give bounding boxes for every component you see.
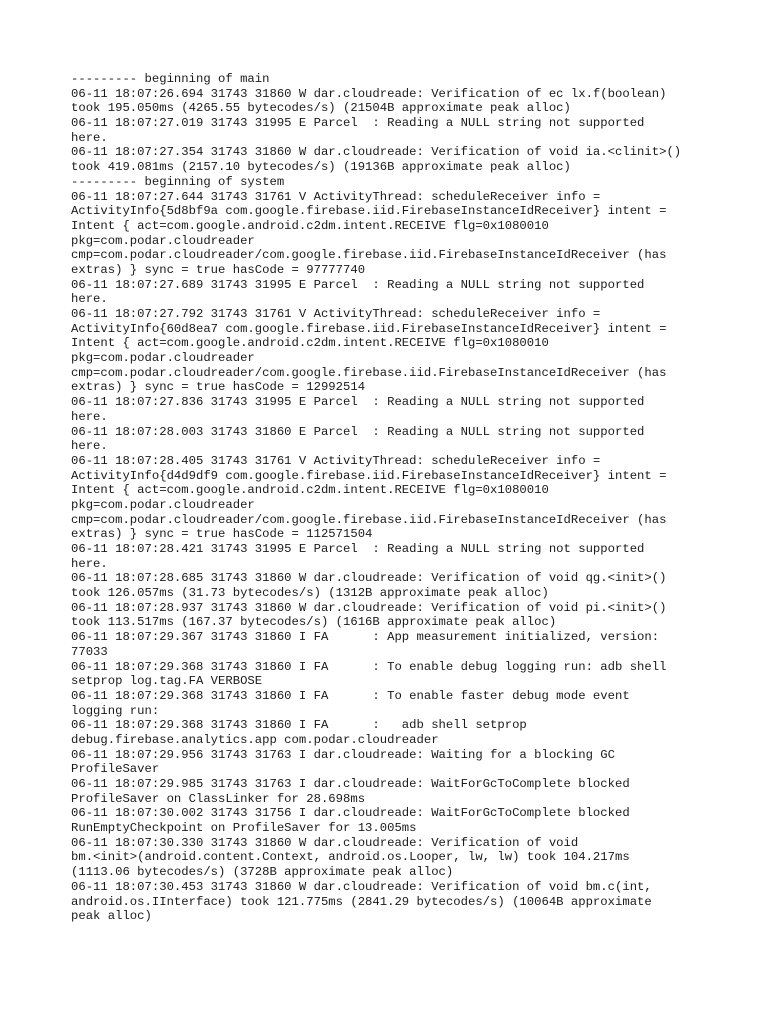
log-line: 06-11 18:07:28.421 31743 31995 E Parcel : Reading a NULL string not supported (71, 542, 645, 556)
log-line: 06-11 18:07:28.937 31743 31860 W dar.cloudreade: Verification of void pi.<init>() (71, 600, 667, 615)
log-line: 06-11 18:07:27.354 31743 31860 W dar.cloudreade: Verification of void ia.<clinit>() (71, 145, 682, 160)
log-line: here. (71, 439, 108, 454)
log-line: Intent { act=com.google.android.c2dm.intent.RECEIVE flg=0x1080010 (71, 483, 549, 498)
log-line: 06-11 18:07:30.453 31743 31860 W dar.cloudreade: Verification of void bm.c(int, (71, 879, 652, 894)
log-line: pkg=com.podar.cloudreader (71, 497, 255, 512)
log-line: 06-11 18:07:29.985 31743 31763 I dar.cloudreade: WaitForGcToComplete blocked (71, 777, 630, 791)
log-line: 06-11 18:07:28.685 31743 31860 W dar.cloudreade: Verification of void qg.<init>() (71, 571, 667, 586)
log-line: bm.<init>(android.content.Context, android.os.Looper, lw, lw) took 104.217ms (71, 850, 630, 865)
log-line: 06-11 18:07:28.003 31743 31860 E Parcel : Reading a NULL string not supported (71, 424, 645, 439)
log-line: ActivityInfo{d4d9df9 com.google.firebase.iid.FirebaseInstanceIdReceiver} intent = (71, 468, 667, 483)
log-line: ActivityInfo{60d8ea7 com.google.firebase.iid.FirebaseInstanceIdReceiver} intent = (71, 321, 667, 336)
log-line: pkg=com.podar.cloudreader (71, 351, 255, 366)
log-line: 06-11 18:07:27.019 31743 31995 E Parcel : Reading a NULL string not supported (71, 116, 645, 131)
log-line: ProfileSaver (71, 762, 160, 777)
log-line: took 419.081ms (2157.10 bytecodes/s) (19136B approximate peak alloc) (71, 160, 571, 175)
log-line: here. (71, 556, 108, 571)
log-line: 06-11 18:07:29.368 31743 31860 I FA : To enable debug logging run: adb shell (71, 659, 667, 674)
log-line: debug.firebase.analytics.app com.podar.cloudreader (71, 732, 439, 747)
log-line: pkg=com.podar.cloudreader (71, 233, 255, 248)
log-line: 06-11 18:07:29.368 31743 31860 I FA : adb shell setprop (71, 718, 527, 733)
log-line: Intent { act=com.google.android.c2dm.intent.RECEIVE flg=0x1080010 (71, 336, 549, 351)
log-line: --------- beginning of system (71, 174, 285, 189)
log-line: extras) } sync = true hasCode = 97777740 (71, 262, 366, 277)
log-line: 06-11 18:07:30.330 31743 31860 W dar.cloudreade: Verification of void (71, 835, 579, 850)
log-line: 06-11 18:07:28.405 31743 31761 V ActivityThread: scheduleReceiver info = (71, 453, 601, 468)
log-line: Intent { act=com.google.android.c2dm.intent.RECEIVE flg=0x1080010 (71, 218, 549, 233)
log-line: took 195.050ms (4265.55 bytecodes/s) (21504B approximate peak alloc) (71, 101, 571, 116)
log-line: setprop log.tag.FA VERBOSE (71, 674, 263, 689)
log-line: extras) } sync = true hasCode = 12992514 (71, 380, 366, 395)
log-line: 06-11 18:07:27.644 31743 31761 V ActivityThread: scheduleReceiver info = (71, 189, 601, 204)
log-line: RunEmptyCheckpoint on ProfileSaver for 13.005ms (71, 821, 417, 836)
log-line: (1113.06 bytecodes/s) (3728B approximate peak alloc) (71, 865, 454, 880)
log-line: 06-11 18:07:29.368 31743 31860 I FA : To enable faster debug mode event (71, 688, 630, 703)
log-text (71, 72, 711, 924)
log-line: 06-11 18:07:27.836 31743 31995 E Parcel : Reading a NULL string not supported (71, 395, 645, 410)
log-line: 77033 (71, 644, 108, 659)
log-line: extras) } sync = true hasCode = 112571504 (71, 527, 373, 542)
log-line: ProfileSaver on ClassLinker for 28.698ms (71, 791, 366, 806)
log-line: 06-11 18:07:26.694 31743 31860 W dar.cloudreade: Verification of ec lx.f(boolean) (71, 86, 667, 101)
log-line: --------- beginning of main (71, 72, 270, 86)
log-line: here. (71, 130, 108, 145)
log-line: 06-11 18:07:29.956 31743 31763 I dar.cloudreade: Waiting for a blocking GC (71, 747, 615, 762)
log-line: cmp=com.podar.cloudreader/com.google.firebase.iid.FirebaseInstanceIdReceiver (has (71, 365, 667, 380)
log-line: android.os.IInterface) took 121.775ms (2841.29 bytecodes/s) (10064B approximate (71, 894, 652, 909)
log-line: 06-11 18:07:30.002 31743 31756 I dar.cloudreade: WaitForGcToComplete blocked (71, 806, 630, 821)
log-line: cmp=com.podar.cloudreader/com.google.firebase.iid.FirebaseInstanceIdReceiver (has (71, 248, 667, 263)
log-line: 06-11 18:07:29.367 31743 31860 I FA : App measurement initialized, version: (71, 630, 660, 645)
log-line: logging run: (71, 703, 160, 718)
log-line: 06-11 18:07:27.689 31743 31995 E Parcel : Reading a NULL string not supported (71, 277, 645, 292)
log-line: took 126.057ms (31.73 bytecodes/s) (1312B approximate peak alloc) (71, 586, 549, 601)
log-line: 06-11 18:07:27.792 31743 31761 V ActivityThread: scheduleReceiver info = (71, 307, 601, 321)
log-line: took 113.517ms (167.37 bytecodes/s) (1616B approximate peak alloc) (71, 615, 557, 630)
log-line: ActivityInfo{5d8bf9a com.google.firebase.iid.FirebaseInstanceIdReceiver} intent = (71, 204, 667, 219)
log-line: peak alloc) (71, 909, 152, 924)
log-line: cmp=com.podar.cloudreader/com.google.firebase.iid.FirebaseInstanceIdReceiver (has (71, 512, 667, 527)
log-line: here. (71, 292, 108, 307)
log-line: here. (71, 409, 108, 424)
